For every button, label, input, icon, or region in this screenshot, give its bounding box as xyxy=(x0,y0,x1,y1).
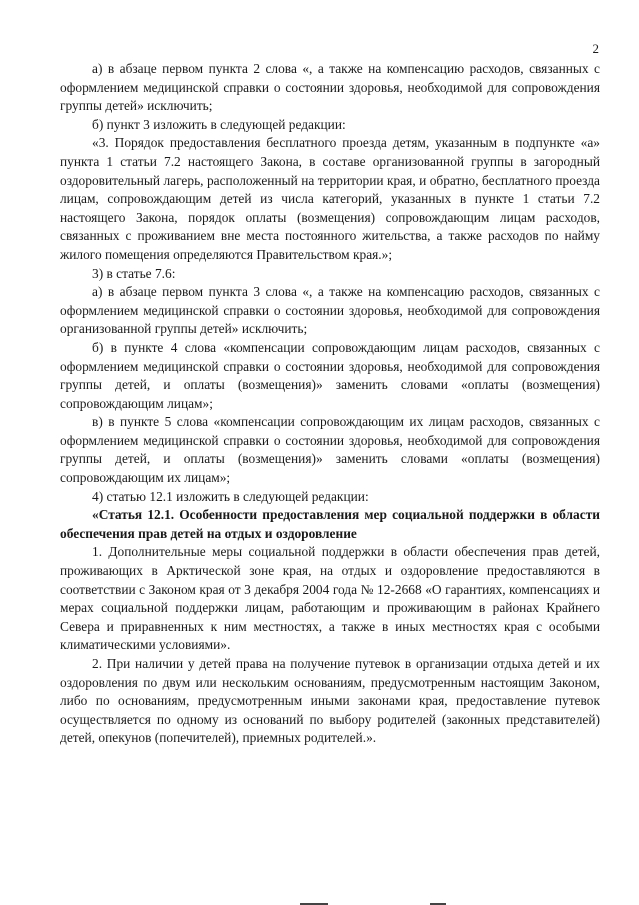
article-heading: «Статья 12.1. Особенности предоставления мер социальной поддержки в области обеспечения прав детей на отдых и оздоровление xyxy=(60,507,600,541)
document-body xyxy=(60,60,600,748)
article-paragraph: 1. Дополнительные меры социальной поддержки в области обеспечения прав детей, проживающих в Арктической зоне края, на отдых и оздоровление предоставляются в соответствии с Законом края от 3 декабря 2004 года № 12-2668 «О гарантиях, компенсациях и мерах социальной поддержки лицам, работающим и проживающим в районах Крайнего Севера и приравненных к ним местностях, а также в иных местностях края с особыми климатическими условиями». xyxy=(60,544,600,653)
paragraph: б) пункт 3 изложить в следующей редакции: xyxy=(92,116,346,132)
page-number: 2 xyxy=(592,41,599,56)
paragraph: а) в абзаце первом пункта 2 слова «, а также на компенсацию расходов, связанных с оформлением медицинской справки о состоянии здоровья, необходимой для сопровождения группы детей» исключить; xyxy=(60,61,600,114)
paragraph: 4) статью 12.1 изложить в следующей редакции: xyxy=(92,488,369,504)
paragraph: б) в пункте 4 слова «компенсации сопровождающим лицам расходов, связанных с оформлением медицинской справки о состоянии здоровья, необходимой для сопровождения группы детей, и оплаты (возмещения)» заменить словами «оплаты (возмещения) сопровождающим лицам»; xyxy=(60,339,600,411)
paragraph: в) в пункте 5 слова «компенсации сопровождающим их лицам расходов, связанных с оформлением медицинской справки о состоянии здоровья, необходимой для сопровождения группы детей, и оплаты (возмещения)» заменить словами «оплаты (возмещения) сопровождающим их лицам»; xyxy=(60,414,600,486)
paragraph: «3. Порядок предоставления бесплатного проезда детям, указанным в подпункте «а» пункта 1 статьи 7.2 настоящего Закона, в составе организованной группы в загородный оздоровительный лагерь, расположенный на территории края, и обратно, бесплатного проезда лицам, сопровождающим детей из числа категорий, указанных в пункте 1 статьи 7.2 настоящего Закона, порядок оплаты (возмещения) сопровождающим лицам расходов, связанных с проживанием вне места постоянного жительства, а также расходов по найму жилого помещения определяются Правительством края.»; xyxy=(60,135,600,262)
paragraph: а) в абзаце первом пункта 3 слова «, а также на компенсацию расходов, связанных с оформлением медицинской справки о состоянии здоровья, необходимой для сопровождения организованной группы детей» исключить; xyxy=(60,284,600,337)
article-paragraph: 2. При наличии у детей права на получение путевок в организации отдыха детей и их оздоровления по двум или нескольким основаниям, предусмотренным настоящим Законом, либо по основаниям, предусмотренным иными законами края, предоставление путевок осуществляется по одному из оснований по выбору родителей (законных представителей) детей, опекунов (попечителей), приемных родителей.». xyxy=(60,656,600,746)
paragraph: 3) в статье 7.6: xyxy=(92,265,176,281)
